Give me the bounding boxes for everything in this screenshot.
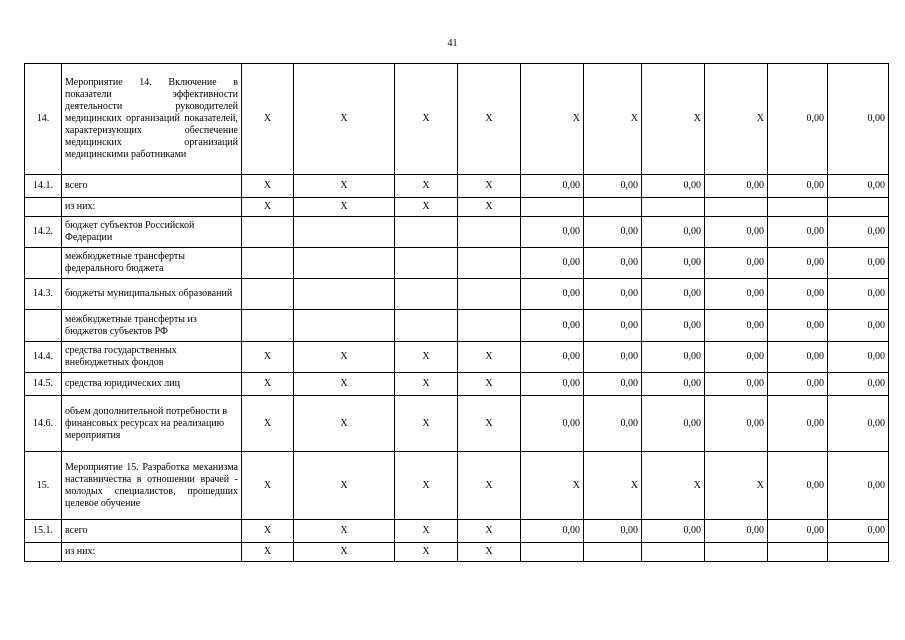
value-cell: 0,00 — [768, 396, 828, 452]
value-cell: 0,00 — [705, 248, 768, 279]
value-cell — [642, 198, 705, 217]
value-cell: X — [705, 452, 768, 520]
x-cell: X — [242, 396, 294, 452]
value-cell: 0,00 — [584, 396, 642, 452]
x-cell — [395, 248, 458, 279]
x-cell: X — [458, 64, 521, 175]
value-cell: 0,00 — [642, 373, 705, 396]
page-number: 41 — [447, 38, 458, 49]
value-cell: 0,00 — [521, 310, 584, 342]
value-cell — [828, 198, 889, 217]
x-cell — [395, 310, 458, 342]
value-cell: 0,00 — [521, 217, 584, 248]
table-row — [25, 248, 889, 279]
value-cell: 0,00 — [584, 342, 642, 373]
x-cell: X — [458, 373, 521, 396]
x-cell: X — [242, 373, 294, 396]
value-cell: 0,00 — [521, 520, 584, 543]
x-cell — [458, 310, 521, 342]
value-cell — [521, 198, 584, 217]
value-cell: 0,00 — [828, 279, 889, 310]
value-cell: 0,00 — [584, 175, 642, 198]
value-cell: 0,00 — [768, 248, 828, 279]
value-cell — [521, 543, 584, 562]
value-cell: 0,00 — [705, 217, 768, 248]
row-number-cell — [25, 198, 62, 217]
value-cell — [705, 198, 768, 217]
table-row — [25, 520, 889, 543]
row-number-cell: 15.1. — [25, 520, 62, 543]
value-cell: 0,00 — [828, 248, 889, 279]
row-number-cell: 14.1. — [25, 175, 62, 198]
x-cell: X — [242, 64, 294, 175]
x-cell — [242, 248, 294, 279]
value-cell: 0,00 — [705, 279, 768, 310]
row-name-cell: всего — [62, 520, 242, 543]
value-cell: 0,00 — [521, 248, 584, 279]
x-cell: X — [458, 175, 521, 198]
value-cell: 0,00 — [828, 64, 889, 175]
row-name-cell: средства юридических лиц — [62, 373, 242, 396]
x-cell — [458, 248, 521, 279]
value-cell: 0,00 — [705, 396, 768, 452]
value-cell: X — [584, 452, 642, 520]
value-cell: 0,00 — [828, 217, 889, 248]
value-cell: 0,00 — [521, 175, 584, 198]
x-cell — [458, 217, 521, 248]
x-cell — [458, 279, 521, 310]
x-cell — [294, 248, 395, 279]
value-cell: 0,00 — [828, 310, 889, 342]
table-row — [25, 198, 889, 217]
value-cell: 0,00 — [584, 310, 642, 342]
value-cell — [768, 543, 828, 562]
value-cell: X — [642, 64, 705, 175]
table-row — [25, 373, 889, 396]
value-cell: 0,00 — [521, 373, 584, 396]
value-cell: 0,00 — [768, 342, 828, 373]
value-cell: 0,00 — [828, 520, 889, 543]
value-cell: 0,00 — [642, 279, 705, 310]
x-cell: X — [294, 342, 395, 373]
row-number-cell: 14.4. — [25, 342, 62, 373]
x-cell: X — [458, 198, 521, 217]
x-cell — [242, 279, 294, 310]
value-cell: 0,00 — [768, 279, 828, 310]
x-cell — [242, 310, 294, 342]
x-cell: X — [242, 342, 294, 373]
row-number-cell — [25, 248, 62, 279]
table-row — [25, 64, 889, 175]
row-name-cell: объем дополнительной потребности в финансовых ресурсах на реализацию мероприятия — [62, 396, 242, 452]
table-row — [25, 452, 889, 520]
x-cell: X — [294, 198, 395, 217]
x-cell — [294, 310, 395, 342]
x-cell: X — [294, 396, 395, 452]
table-row — [25, 543, 889, 562]
x-cell: X — [395, 175, 458, 198]
value-cell — [642, 543, 705, 562]
x-cell: X — [242, 543, 294, 562]
row-name-cell: средства государственных внебюджетных фондов — [62, 342, 242, 373]
value-cell: 0,00 — [828, 396, 889, 452]
x-cell — [294, 217, 395, 248]
x-cell: X — [458, 543, 521, 562]
x-cell: X — [294, 452, 395, 520]
x-cell: X — [242, 520, 294, 543]
row-name-cell: из них: — [62, 543, 242, 562]
value-cell: 0,00 — [768, 310, 828, 342]
x-cell: X — [395, 198, 458, 217]
value-cell: X — [521, 64, 584, 175]
row-name-cell: всего — [62, 175, 242, 198]
x-cell — [294, 279, 395, 310]
row-name-cell: Мероприятие 14. Включение в показатели эффективности деятельности руководителей медицинских организаций показателей, характеризующих обеспечение медицинских организаций медицинскими работниками — [62, 64, 242, 175]
x-cell: X — [458, 520, 521, 543]
x-cell: X — [458, 396, 521, 452]
table-row — [25, 396, 889, 452]
table-row — [25, 310, 889, 342]
value-cell — [768, 198, 828, 217]
x-cell — [242, 217, 294, 248]
row-name-cell: бюджеты муниципальных образований — [62, 279, 242, 310]
table-row — [25, 175, 889, 198]
row-number-cell: 14. — [25, 64, 62, 175]
row-number-cell: 14.5. — [25, 373, 62, 396]
value-cell: 0,00 — [705, 342, 768, 373]
value-cell: 0,00 — [705, 175, 768, 198]
value-cell: 0,00 — [705, 310, 768, 342]
value-cell: 0,00 — [521, 342, 584, 373]
value-cell — [705, 543, 768, 562]
x-cell: X — [458, 342, 521, 373]
x-cell: X — [294, 175, 395, 198]
table-row — [25, 342, 889, 373]
x-cell: X — [395, 543, 458, 562]
value-cell: 0,00 — [584, 520, 642, 543]
value-cell: 0,00 — [768, 452, 828, 520]
x-cell: X — [395, 64, 458, 175]
table-row — [25, 217, 889, 248]
x-cell: X — [294, 520, 395, 543]
row-name-cell: Мероприятие 15. Разработка механизма наставничества в отношении врачей - молодых специалистов, прошедших целевое обучение — [62, 452, 242, 520]
budget-table — [24, 63, 889, 562]
row-number-cell — [25, 310, 62, 342]
value-cell: 0,00 — [642, 248, 705, 279]
value-cell: X — [642, 452, 705, 520]
table-row — [25, 279, 889, 310]
value-cell: X — [521, 452, 584, 520]
value-cell: X — [584, 64, 642, 175]
x-cell: X — [395, 520, 458, 543]
row-number-cell — [25, 543, 62, 562]
value-cell — [584, 543, 642, 562]
x-cell: X — [242, 452, 294, 520]
x-cell: X — [395, 342, 458, 373]
value-cell: 0,00 — [521, 396, 584, 452]
value-cell: 0,00 — [828, 175, 889, 198]
value-cell — [584, 198, 642, 217]
value-cell — [828, 543, 889, 562]
value-cell: 0,00 — [642, 175, 705, 198]
value-cell: 0,00 — [768, 175, 828, 198]
value-cell: 0,00 — [768, 520, 828, 543]
value-cell: 0,00 — [642, 520, 705, 543]
value-cell: 0,00 — [642, 396, 705, 452]
value-cell: 0,00 — [584, 248, 642, 279]
row-name-cell: бюджет субъектов Российской Федерации — [62, 217, 242, 248]
x-cell: X — [395, 452, 458, 520]
value-cell: 0,00 — [642, 217, 705, 248]
value-cell: 0,00 — [828, 342, 889, 373]
value-cell: 0,00 — [828, 373, 889, 396]
value-cell: 0,00 — [584, 373, 642, 396]
x-cell: X — [294, 543, 395, 562]
row-name-cell: из них: — [62, 198, 242, 217]
x-cell: X — [395, 373, 458, 396]
row-name-cell: межбюджетные трансферты федерального бюджета — [62, 248, 242, 279]
value-cell: X — [705, 64, 768, 175]
row-name-cell: межбюджетные трансферты из бюджетов субъектов РФ — [62, 310, 242, 342]
x-cell — [395, 217, 458, 248]
x-cell: X — [395, 396, 458, 452]
value-cell: 0,00 — [642, 310, 705, 342]
x-cell: X — [458, 452, 521, 520]
value-cell: 0,00 — [521, 279, 584, 310]
value-cell: 0,00 — [768, 217, 828, 248]
x-cell: X — [294, 373, 395, 396]
row-number-cell: 15. — [25, 452, 62, 520]
x-cell: X — [242, 175, 294, 198]
row-number-cell: 14.2. — [25, 217, 62, 248]
x-cell — [395, 279, 458, 310]
value-cell: 0,00 — [828, 452, 889, 520]
value-cell: 0,00 — [584, 279, 642, 310]
x-cell: X — [294, 64, 395, 175]
value-cell: 0,00 — [768, 373, 828, 396]
row-number-cell: 14.3. — [25, 279, 62, 310]
value-cell: 0,00 — [584, 217, 642, 248]
row-number-cell: 14.6. — [25, 396, 62, 452]
value-cell: 0,00 — [705, 373, 768, 396]
value-cell: 0,00 — [642, 342, 705, 373]
x-cell: X — [242, 198, 294, 217]
value-cell: 0,00 — [705, 520, 768, 543]
value-cell: 0,00 — [768, 64, 828, 175]
